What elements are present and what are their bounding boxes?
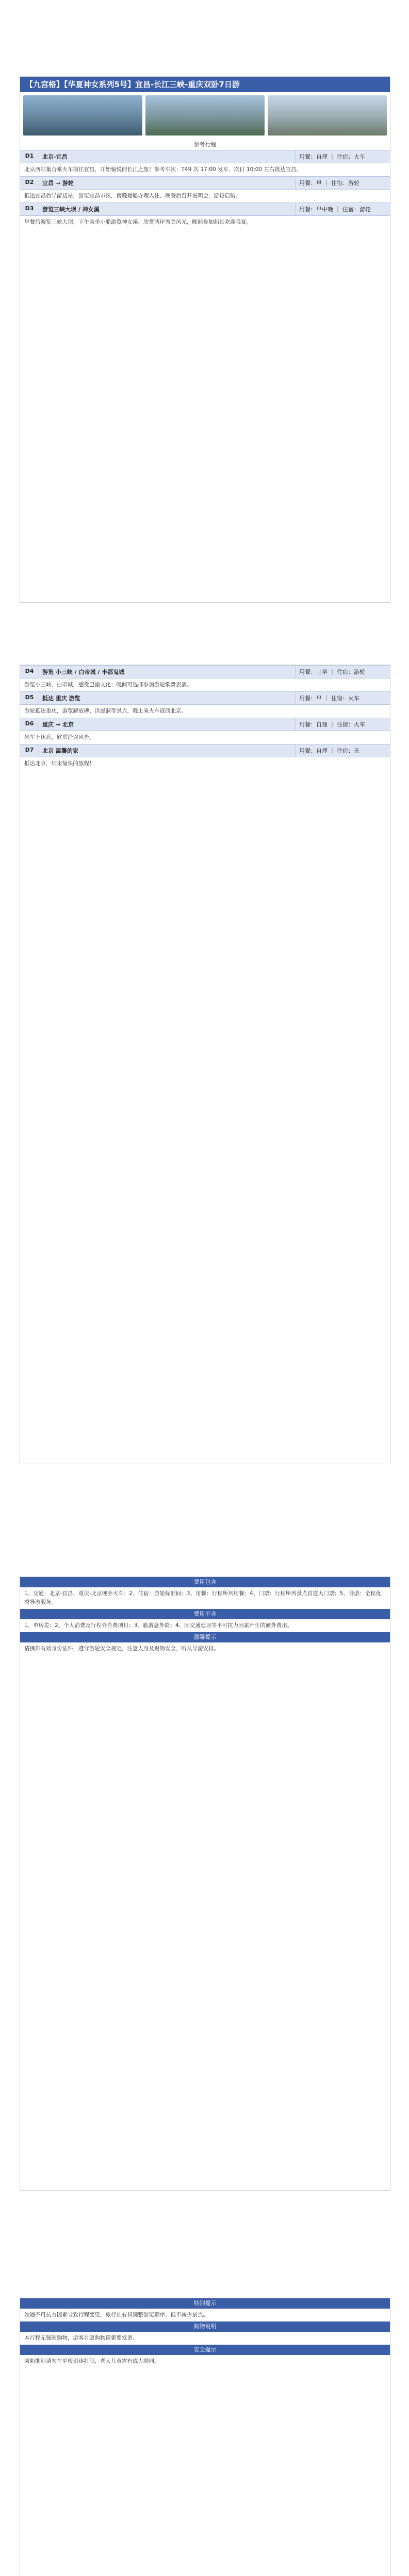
day-title: 游览三峡大坝 / 神女溪 [42,206,100,213]
day-header [20,150,390,163]
day-text: 北京西站集合乘火车前往宜昌，开始愉悦的长江之旅！参考车次：T49 次 17:00 发车，次日 10:00 左右抵达宜昌。 [24,166,302,173]
middle-panel [20,665,390,1464]
day-meal: 用餐：自理 ｜ 住宿：无 [296,744,390,757]
day-num: D5 [20,692,39,704]
day-text: 抵达北京，结束愉快的旅程！ [24,760,95,767]
ref-label: 参考行程 [193,141,217,148]
day-num: D1 [20,150,39,163]
shopping-title: 购物说明 [20,2321,390,2332]
special-text: 如遇不可抗力因素导致行程变更，旅行社有权调整游览顺序，但不减少景点。 [24,2312,208,2318]
photo-row [20,92,390,139]
day-header [20,691,390,705]
day-header [20,202,390,216]
day-text: 游轮抵达重庆，游览解放碑、洪崖洞等景点，晚上乘火车返回北京。 [24,708,187,714]
safety-title: 安全提示 [20,2345,390,2355]
bottom-panel [20,2298,390,2576]
day-text: 早餐后游览三峡大坝，下午乘坐小船游览神女溪，欣赏两岸秀美风光，晚间参加船长欢迎晚宴。 [24,219,252,225]
day-title: 北京 温馨的家 [42,748,78,754]
shopping-text: 本行程无强制购物，游客自愿购物请索要发票。 [24,2335,138,2341]
day-meal: 用餐：早 ｜ 住宿：火车 [296,692,390,704]
notice-text: 请携带有效身份证件，遵守游轮安全规定，注意人身及财物安全，听从导游安排。 [24,1646,219,1652]
day-num: D2 [20,177,39,189]
day-title: 宜昌 → 游轮 [42,180,74,187]
day-meal: 用餐：早中晚 ｜ 住宿：游轮 [296,203,390,215]
day-meal: 用餐：自理 ｜ 住宿：火车 [296,718,390,731]
fee-text: 1、交通：北京-宜昌、重庆-北京硬卧火车；2、住宿：游轮标准间；3、用餐：行程所列用餐；4、门票：行程所列景点首道大门票；5、导游：全程优秀导游服务。 [24,1590,381,1605]
day-meal: 用餐：自理 ｜ 住宿：火车 [296,150,390,163]
fee-excl-text: 1、单房差；2、个人消费及行程外自费项目；3、旅游意外险；4、因交通延误等不可抗力因素产生的额外费用。 [24,1622,293,1629]
fee-excl-title: 费用不含 [20,1609,390,1619]
ship-photo-3 [268,95,387,135]
day-header [20,665,390,679]
fee-title: 费用包含 [20,1577,390,1587]
page-title: 【九宫格】【华夏神女系列5号】宜昌-长江三峡-重庆双卧7日游 [20,77,390,92]
ship-photo-1 [23,95,142,135]
day-num: D7 [20,744,39,757]
day-num: D4 [20,666,39,678]
day-text: 列车上休息，欣赏沿途风光。 [24,734,95,740]
day-meal: 用餐：早 ｜ 住宿：游轮 [296,177,390,189]
safety-text: 乘船期间请勿在甲板追逐打闹，老人儿童需有成人陪同。 [24,2358,160,2364]
ship-photo-2 [145,95,265,135]
day-meal: 用餐：三早 ｜ 住宿：游轮 [296,666,390,678]
day-title: 北京-宜昌 [42,154,68,160]
top-panel [20,76,390,603]
notice-title: 温馨提示 [20,1632,390,1642]
day-title: 重庆 → 北京 [42,721,74,728]
day-text: 游览小三峡、白帝城，感受巴渝文化；晚间可选择参加游轮歌舞表演。 [24,682,192,688]
special-title: 特别提示 [20,2298,390,2309]
day-header [20,744,390,757]
day-text: 抵达宜昌后导游接站，游览宜昌市区，傍晚登船办理入住，晚餐后召开说明会，游轮启航。 [24,193,241,199]
day-num: D6 [20,718,39,731]
day-title: 抵达 重庆 游览 [42,695,80,702]
day-header [20,176,390,190]
day-num: D3 [20,203,39,215]
day-title: 游览 小三峡 / 白帝城 / 丰都鬼城 [42,669,125,675]
fee-panel [20,1577,390,2191]
day-header [20,718,390,731]
